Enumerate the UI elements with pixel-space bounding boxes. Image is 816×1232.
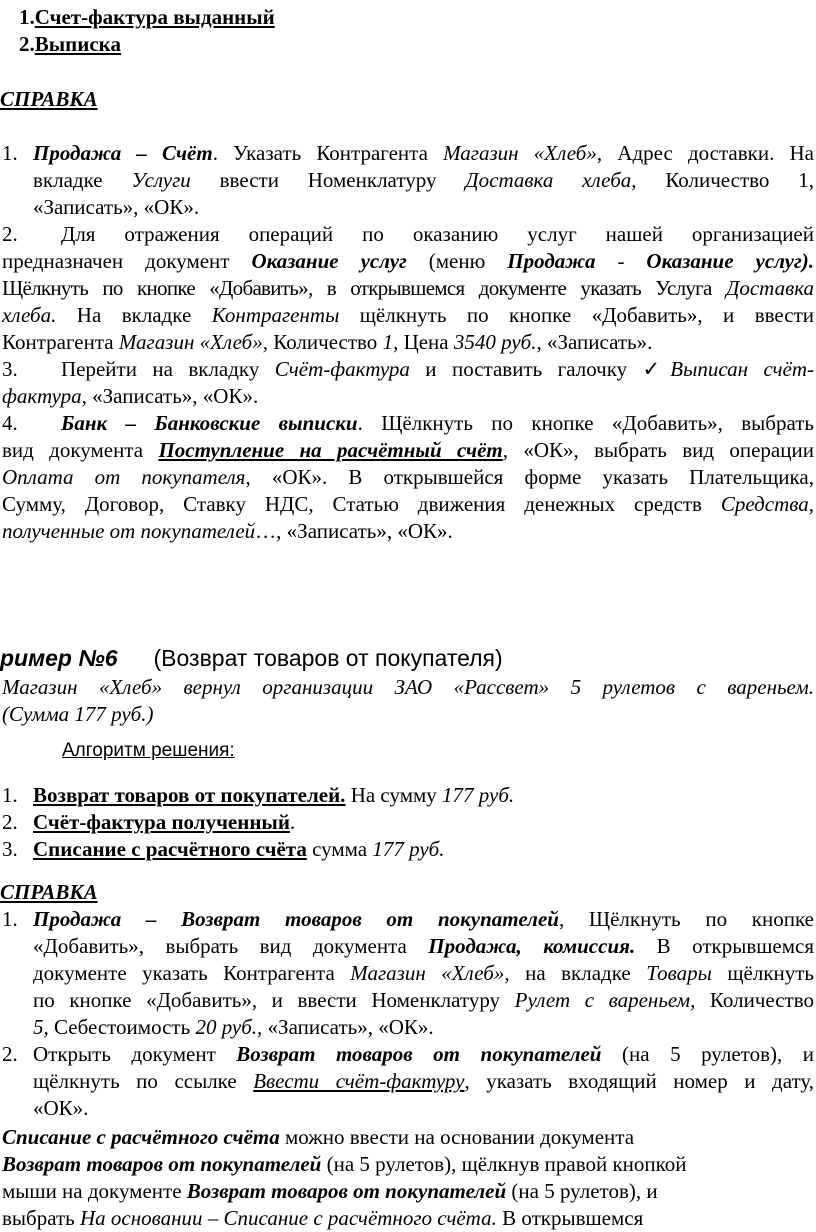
italic-text: Магазин «Хлеб», xyxy=(118,330,268,354)
text: ввести Номенклатуру xyxy=(190,168,466,192)
example-title xyxy=(0,644,503,672)
text: «Записать», «ОК». xyxy=(262,1015,434,1039)
text: - xyxy=(595,249,647,273)
menu-path: Продажа – Счёт xyxy=(33,141,213,165)
text: На вкладке xyxy=(56,303,212,327)
menu-path: Продажа – Возврат товаров от покупателей xyxy=(33,907,559,931)
top-list-item-1 xyxy=(19,4,275,30)
italic-text: Услуги xyxy=(131,168,191,192)
text: …, «Записать», «ОК». xyxy=(255,519,453,543)
example-number: ример №6 xyxy=(0,645,118,671)
italic-text: фактура, xyxy=(2,384,87,408)
ref1-step-3-number: 3. xyxy=(2,357,18,381)
text: . xyxy=(289,810,296,834)
ref2-step-1-number: 1. xyxy=(2,907,18,931)
ref2-step-1-line-2 xyxy=(33,933,814,959)
text: В открывшемся xyxy=(635,934,814,958)
text: предназначен документ xyxy=(2,249,252,273)
text: Себестоимость xyxy=(48,1015,196,1039)
text: на вкладке xyxy=(509,961,647,985)
text: «Записать». xyxy=(541,330,653,354)
ref1-step-4-line-2 xyxy=(2,437,814,463)
text: документе указать Контрагента xyxy=(33,961,351,985)
document-type: Поступление на расчётный счёт xyxy=(158,438,503,462)
document-name: Возврат товаров от покупателей xyxy=(236,1042,602,1066)
text: (на 5 рулетов), щёлкнув правой кнопкой xyxy=(321,1152,687,1176)
amount: 177 руб. xyxy=(372,837,445,861)
italic-text: Выписан счёт- xyxy=(670,357,814,381)
ref1-step-2-line-4 xyxy=(2,302,814,328)
ref1-step-4-line-1 xyxy=(61,410,814,436)
italic-text: Оплата от покупателя xyxy=(2,465,246,489)
text: и поставить галочку xyxy=(409,357,643,381)
text: щёлкнуть по кнопке «Добавить», и ввести xyxy=(339,303,814,327)
text: На сумму xyxy=(345,783,443,807)
ref1-step-4-line-5 xyxy=(2,518,453,544)
italic-text: Магазин «Хлеб», xyxy=(350,961,510,985)
text: , «ОК». В открывшейся форме указать Плательщика, xyxy=(245,465,814,489)
text: . Щёлкнуть по кнопке «Добавить», выбрать xyxy=(357,411,815,435)
text: , «ОК», выбрать вид операции xyxy=(502,438,814,462)
text: Цена xyxy=(398,330,454,354)
text: . Указать Контрагента xyxy=(212,141,444,165)
example-description-line-2: (Сумма 177 руб.) xyxy=(2,702,154,726)
text: (меню xyxy=(406,249,508,273)
ref2-step-1-line-5 xyxy=(33,1014,434,1040)
italic-text: Средства, xyxy=(720,492,814,516)
italic-text: Товары xyxy=(646,961,712,985)
list-number: 2. xyxy=(2,810,18,834)
ref1-step-2-line-1: Для отражения операций по оказанию услуг нашей организацией xyxy=(61,222,814,246)
ref2-tail-line-4 xyxy=(2,1205,643,1231)
list-number: 3. xyxy=(2,837,18,861)
amount: 177 руб. xyxy=(442,783,515,807)
text: выбрать xyxy=(2,1206,80,1230)
document-name: Возврат товаров от покупателей xyxy=(2,1152,322,1176)
ref1-step-3-line-2 xyxy=(2,383,258,409)
ref2-step-1-line-4 xyxy=(33,987,814,1013)
text: Количество xyxy=(267,330,383,354)
ref1-step-4-number: 4. xyxy=(2,411,18,435)
list-number: 2. xyxy=(19,32,35,56)
text: вид документа xyxy=(2,438,159,462)
algorithm-step-1 xyxy=(2,782,514,808)
text: «Добавить», выбрать вид документа xyxy=(33,934,429,958)
text: можно ввести на основании документа xyxy=(279,1125,635,1149)
checkmark-icon: ✓ xyxy=(642,357,671,381)
italic-text: 3540 руб., xyxy=(453,330,542,354)
example-description-line-1: Магазин «Хлеб» вернул организации ЗАО «Рассвет» 5 рулетов с вареньем. xyxy=(2,675,814,699)
ref2-step-2-line-3: «ОК». xyxy=(33,1096,89,1120)
text: Количество 1, xyxy=(636,168,814,192)
ref1-step-1-line-2 xyxy=(33,167,814,193)
text: щёлкнуть xyxy=(711,961,815,985)
text: сумма xyxy=(306,837,373,861)
top-list-item-2 xyxy=(19,31,121,57)
ref1-step-1-line-3: «Записать», «ОК». xyxy=(33,195,200,219)
document-name: Списание с расчётного счёта xyxy=(33,837,307,861)
ref1-step-3-line-1 xyxy=(61,356,814,382)
ref1-step-2-line-3 xyxy=(2,275,814,301)
text: «Записать», «ОК». xyxy=(86,384,259,408)
italic-text: полученные от покупателей xyxy=(2,519,256,543)
list-number: 1. xyxy=(2,783,18,807)
document-name: Возврат товаров от покупателей xyxy=(186,1179,507,1203)
document-name: Оказание услуг xyxy=(251,249,407,273)
ref2-step-1-line-3 xyxy=(33,960,814,986)
text: мыши на документе xyxy=(2,1179,187,1203)
ref2-step-1-line-1 xyxy=(33,906,814,932)
text: (на 5 рулетов), и xyxy=(601,1042,815,1066)
italic-text: Доставка xyxy=(725,276,814,300)
italic-text: Контрагенты xyxy=(211,303,340,327)
ref1-step-2-line-5 xyxy=(2,329,652,355)
ref1-step-1-line-1 xyxy=(33,140,814,166)
italic-text: хлеба. xyxy=(2,303,57,327)
document-type: Продажа, комиссия. xyxy=(428,934,636,958)
list-item-text: Счет-фактура выданный xyxy=(34,5,275,29)
text: В открывшемся xyxy=(496,1206,644,1230)
text: Сумму, Договор, Ставку НДС, Статью движения денежных средств xyxy=(2,492,721,516)
example-subtitle: (Возврат товаров от покупателя) xyxy=(153,645,503,671)
link-text: Ввести счёт-фактуру xyxy=(253,1069,465,1093)
italic-text: Рулет с вареньем, xyxy=(514,988,696,1012)
text: вкладке xyxy=(33,168,132,192)
text: Открыть документ xyxy=(33,1042,237,1066)
italic-text: На основании – Списание с расчётного счёта. xyxy=(80,1206,497,1230)
text: Щёлкнуть по кнопке «Добавить», в открывшемся документе указать Услуга xyxy=(2,276,726,300)
reference-heading: СПРАВКА xyxy=(0,880,98,904)
ref2-step-2-number: 2. xyxy=(2,1042,18,1066)
italic-text: Доставка хлеба, xyxy=(465,168,637,192)
text: Адрес доставки. На xyxy=(602,141,814,165)
text: щёлкнуть по ссылке xyxy=(33,1069,254,1093)
ref1-step-4-line-4 xyxy=(2,491,814,517)
list-number: 1. xyxy=(19,5,35,29)
menu-path: Банк – Банковские выписки xyxy=(61,411,358,435)
ref2-tail-line-1 xyxy=(2,1124,634,1150)
text: Контрагента xyxy=(2,330,119,354)
algorithm-step-2 xyxy=(2,809,295,835)
document-name: Счёт-фактура полученный xyxy=(33,810,290,834)
ref1-step-1-number: 1. xyxy=(2,141,18,165)
ref1-step-2-line-2 xyxy=(2,248,814,274)
text: , Щёлкнуть по кнопке xyxy=(558,907,814,931)
document-name: Списание с расчётного счёта xyxy=(2,1125,280,1149)
document-name: Возврат товаров от покупателей. xyxy=(33,783,346,807)
italic-text: Счёт-фактура xyxy=(274,357,410,381)
text: Перейти на вкладку xyxy=(61,357,275,381)
algorithm-step-3 xyxy=(2,836,444,862)
ref1-step-2-number: 2. xyxy=(2,222,18,246)
text: Количество xyxy=(695,988,814,1012)
ref2-step-2-line-1 xyxy=(33,1041,814,1067)
list-item-text: Выписка xyxy=(34,32,121,56)
italic-text: 20 руб., xyxy=(195,1015,263,1039)
ref2-step-2-line-2 xyxy=(33,1068,814,1094)
text: , указать входящий номер и дату, xyxy=(464,1069,815,1093)
text: (на 5 рулетов), и xyxy=(506,1179,658,1203)
italic-text: Магазин «Хлеб», xyxy=(443,141,603,165)
text: по кнопке «Добавить», и ввести Номенклатуру xyxy=(33,988,515,1012)
italic-text: 1, xyxy=(382,330,399,354)
ref1-step-4-line-3 xyxy=(2,464,814,490)
ref2-tail-line-2 xyxy=(2,1151,687,1177)
menu-path: Продажа xyxy=(507,249,596,273)
italic-text: 5, xyxy=(33,1015,49,1039)
ref2-tail-line-3 xyxy=(2,1178,658,1204)
document-name: Оказание услуг). xyxy=(646,249,814,273)
algorithm-heading: Алгоритм решения: xyxy=(62,740,235,761)
reference-heading: СПРАВКА xyxy=(0,87,98,111)
